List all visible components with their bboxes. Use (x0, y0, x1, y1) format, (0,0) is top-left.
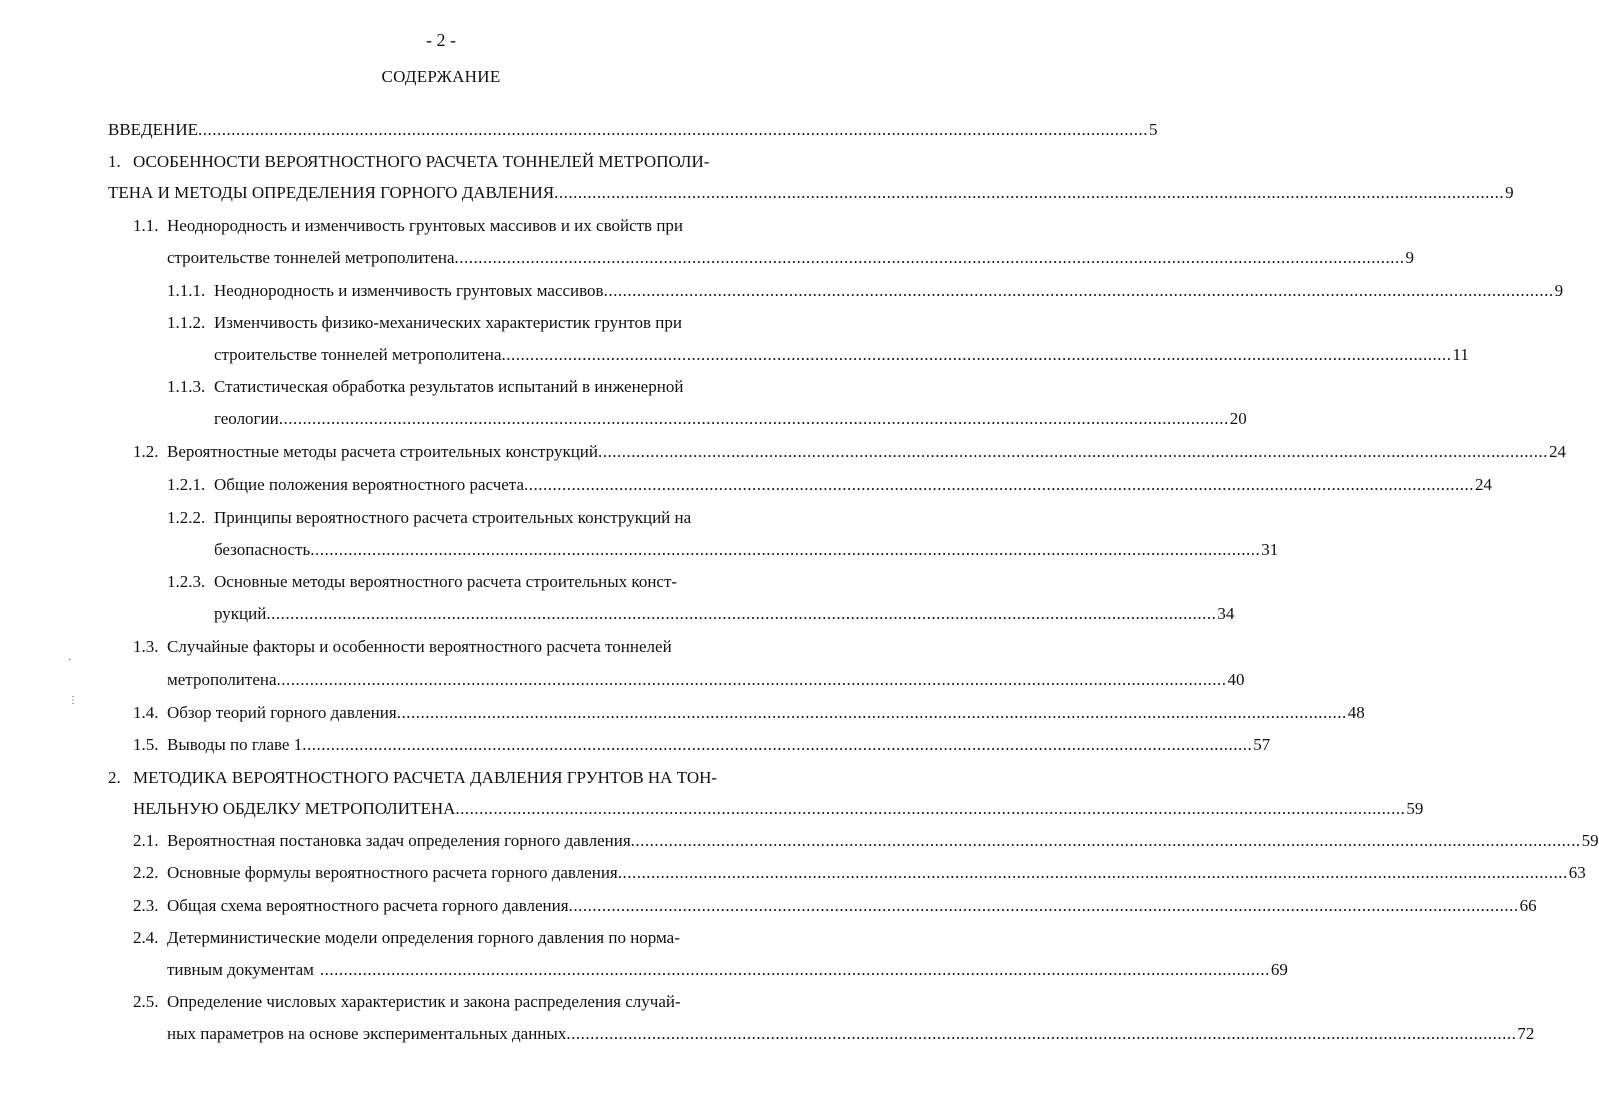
toc-entry-title-cont: строительстве тоннелей метрополитена (214, 345, 502, 364)
toc-entry-number: 1.1.2. (167, 313, 206, 332)
toc-entry-number: 1.2.2. (167, 508, 206, 527)
dot-leader: ........................................................................................................................................................................................................ (310, 540, 1261, 559)
toc-entry-1-2-1[interactable] (214, 475, 1492, 499)
toc-entry-title-cont: тивным документам (167, 960, 314, 979)
dot-leader: ........................................................................................................................................................................................................ (630, 831, 1581, 850)
toc-entry-ch2[interactable] (133, 799, 1424, 823)
toc-entry-2-1[interactable] (167, 831, 1599, 855)
toc-entry-title[interactable]: Статистическая обработка результатов испытаний в инженерной (214, 377, 684, 396)
toc-entry-intro[interactable] (108, 120, 1158, 144)
toc-entry-title[interactable]: Принципы вероятностного расчета строительных конструкций на (214, 508, 692, 527)
dot-leader: ........................................................................................................................................................................................................ (319, 960, 1270, 979)
toc-entry-title-cont: метрополитена (167, 670, 277, 689)
dot-leader: ........................................................................................................................................................................................................ (524, 475, 1474, 494)
toc-entry-title[interactable]: ОСОБЕННОСТИ ВЕРОЯТНОСТНОГО РАСЧЕТА ТОННЕЛЕЙ МЕТРОПОЛИ- (133, 152, 710, 171)
toc-entry-number: 1.2.3. (167, 572, 206, 591)
toc-entry-2-4[interactable] (167, 960, 1288, 984)
toc-entry-number: 2.1. (133, 831, 159, 850)
toc-page-number: 24 (1475, 475, 1492, 494)
dot-leader: ........................................................................................................................................................................................................ (554, 183, 1505, 202)
toc-entry-title[interactable]: Изменчивость физико-механических характеристик грунтов при (214, 313, 682, 332)
toc-entry-number: 1.2.1. (167, 475, 206, 494)
dot-leader: ........................................................................................................................................................................................................ (501, 345, 1452, 364)
toc-entry-1-2-3[interactable] (214, 604, 1235, 628)
toc-entry-title[interactable]: Детерминистические модели определения горного давления по норма- (167, 928, 680, 947)
dot-leader: ........................................................................................................................................................................................................ (603, 281, 1554, 300)
toc-entry-title[interactable]: Неоднородность и изменчивость грунтовых массивов и их свойств при (167, 216, 684, 235)
dot-leader: ........................................................................................................................................................................................................ (598, 442, 1549, 461)
dot-leader: ........................................................................................................................................................................................................ (302, 735, 1253, 754)
toc-entry-1-2[interactable] (167, 442, 1567, 466)
toc-entry-number: 1.3. (133, 637, 159, 656)
toc-entry-2-3[interactable] (167, 896, 1537, 920)
toc-entry-1-1[interactable] (167, 248, 1415, 272)
toc-entry-title[interactable]: МЕТОДИКА ВЕРОЯТНОСТНОГО РАСЧЕТА ДАВЛЕНИЯ ГРУНТОВ НА ТОН- (133, 768, 718, 787)
toc-entry-1-1-2[interactable] (214, 345, 1469, 369)
scan-artifact: ⋮ (68, 695, 78, 706)
toc-entry-title[interactable]: Определение числовых характеристик и закона распределения случай- (167, 992, 681, 1011)
dot-leader: ........................................................................................................................................................................................................ (276, 670, 1227, 689)
toc-entry-2-2[interactable] (167, 863, 1586, 887)
toc-entry-number: 2. (108, 768, 121, 787)
toc-entry-title[interactable]: Случайные факторы и особенности вероятностного расчета тоннелей (167, 637, 672, 656)
toc-entry-1-3[interactable] (167, 670, 1245, 694)
toc-page-number: 9 (1554, 281, 1564, 300)
toc-entry-title: ВВЕДЕНИЕ (108, 120, 198, 139)
toc-entry-title: Неоднородность и изменчивость грунтовых массивов (214, 281, 604, 300)
page-number: - 2 - (426, 30, 456, 50)
toc-page-number: 63 (1568, 863, 1586, 882)
scan-artifact: · (68, 655, 72, 666)
toc-page-number: 72 (1517, 1024, 1535, 1043)
toc-page-number: 5 (1148, 120, 1158, 139)
toc-page-number: 40 (1227, 670, 1245, 689)
toc-entry-number: 2.5. (133, 992, 159, 1011)
toc-entry-title: Обзор теорий горного давления (167, 703, 397, 722)
toc-entry-title-cont: рукций (214, 604, 267, 623)
dot-leader: ........................................................................................................................................................................................................ (266, 604, 1217, 623)
dot-leader: ........................................................................................................................................................................................................ (566, 1024, 1517, 1043)
toc-page-number: 24 (1549, 442, 1567, 461)
toc-entry-ch1[interactable] (108, 183, 1514, 207)
dot-leader: ........................................................................................................................................................................................................ (617, 863, 1568, 882)
toc-title: СОДЕРЖАНИЕ (381, 67, 501, 86)
toc-page-number: 59 (1581, 831, 1599, 850)
toc-page-number: 59 (1406, 799, 1424, 818)
toc-page-number: 11 (1452, 345, 1469, 364)
toc-entry-number: 1.4. (133, 703, 159, 722)
toc-page-number: 20 (1229, 409, 1247, 428)
toc-page-number: 31 (1261, 540, 1279, 559)
toc-entry-title-cont: ных параметров на основе экспериментальных данных (167, 1024, 567, 1043)
toc-entry-number: 2.4. (133, 928, 159, 947)
toc-page-number: 57 (1253, 735, 1271, 754)
toc-page-number: 69 (1270, 960, 1288, 979)
dot-leader: ........................................................................................................................................................................................................ (396, 703, 1347, 722)
toc-entry-title-cont: безопасность (214, 540, 311, 559)
dot-leader: ........................................................................................................................................................................................................ (455, 799, 1406, 818)
toc-entry-1-1-3[interactable] (214, 409, 1247, 433)
toc-page-number: 66 (1519, 896, 1537, 915)
toc-entry-title-cont: геологии (214, 409, 279, 428)
toc-entry-number: 1. (108, 152, 121, 171)
toc-entry-title-cont: строительстве тоннелей метрополитена (167, 248, 455, 267)
toc-entry-number: 1.1.1. (167, 281, 206, 300)
toc-entry-title: Вероятностные методы расчета строительных конструкций (167, 442, 599, 461)
toc-entry-title: Вероятностная постановка задач определения горного давления (167, 831, 631, 850)
toc-entry-title-cont: НЕЛЬНУЮ ОБДЕЛКУ МЕТРОПОЛИТЕНА (133, 799, 456, 818)
toc-entry-number: 2.2. (133, 863, 159, 882)
toc-page-number: 9 (1405, 248, 1415, 267)
toc-entry-1-5[interactable] (167, 735, 1271, 759)
toc-entry-1-1-1[interactable] (214, 281, 1564, 305)
toc-page-number: 9 (1505, 183, 1514, 202)
toc-page-number: 48 (1347, 703, 1365, 722)
dot-leader: ........................................................................................................................................................................................................ (197, 120, 1148, 139)
toc-entry-title-cont: ТЕНА И МЕТОДЫ ОПРЕДЕЛЕНИЯ ГОРНОГО ДАВЛЕНИЯ (108, 183, 555, 202)
toc-page-number: 34 (1217, 604, 1235, 623)
toc-entry-number: 1.1. (133, 216, 159, 235)
toc-entry-title[interactable]: Основные методы вероятностного расчета строительных конст- (214, 572, 678, 591)
toc-entry-2-5[interactable] (167, 1024, 1535, 1048)
toc-entry-number: 1.5. (133, 735, 159, 754)
toc-entry-1-4[interactable] (167, 703, 1365, 727)
toc-entry-number: 1.1.3. (167, 377, 206, 396)
toc-entry-number: 2.3. (133, 896, 159, 915)
toc-entry-title: Общие положения вероятностного расчета (214, 475, 524, 494)
toc-entry-title: Основные формулы вероятностного расчета горного давления (167, 863, 618, 882)
toc-entry-number: 1.2. (133, 442, 159, 461)
toc-entry-title: Общая схема вероятностного расчета горного давления (167, 896, 569, 915)
dot-leader: ........................................................................................................................................................................................................ (278, 409, 1229, 428)
toc-entry-title: Выводы по главе 1 (167, 735, 303, 754)
dot-leader: ........................................................................................................................................................................................................ (568, 896, 1519, 915)
dot-leader: ........................................................................................................................................................................................................ (454, 248, 1405, 267)
toc-entry-1-2-2[interactable] (214, 540, 1279, 564)
